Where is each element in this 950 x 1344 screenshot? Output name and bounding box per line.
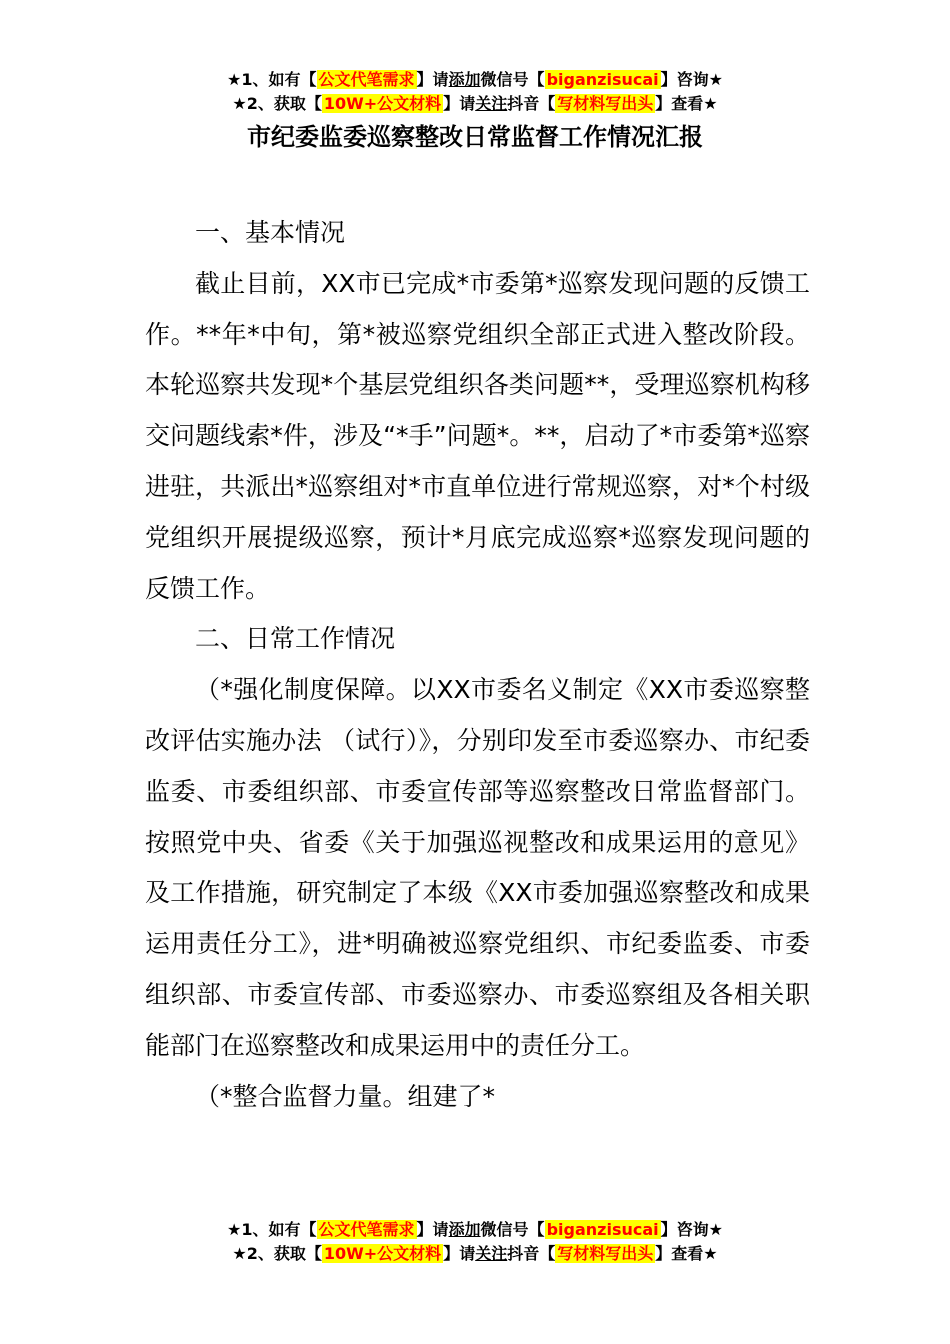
banner-highlight: biganzisucai (546, 70, 659, 89)
banner-highlight: 公文代笔需求 (318, 1220, 415, 1239)
banner-text: ★1、如有【 (227, 1220, 317, 1239)
banner-text: 】查看★ (655, 1244, 718, 1263)
banner-highlight: 公文代笔需求 (318, 70, 415, 89)
banner-text: 】请 (443, 1244, 476, 1263)
banner-text: 】咨询★ (660, 70, 723, 89)
banner-underlined-text: 添加 (448, 1220, 481, 1239)
banner-underlined-text: 添加 (448, 70, 481, 89)
banner-highlight: 写材料写出头 (557, 94, 654, 113)
banner-text: 】请 (416, 70, 449, 89)
banner-highlight: 10W+公文材料 (323, 94, 442, 113)
body-paragraph: （*强化制度保障。以XX市委名义制定《XX市委巡察整改评估实施办法 （试行）》，分别印发至市委巡察办、市纪委监委、市委组织部、市委宣传部等巡察整改日常监督部门。按照党中央、省委《关于加强巡视整改和成果运用的意见》及工作措施，研究制定了本级《XX市委加强巡察整改和成果运用责任分工》，进*明确被巡察党组织、市纪委监委、市委组织部、市委宣传部、市委巡察办、市委巡察组及各相关职能部门在巡察整改和成果运用中的责任分工。 (145, 675, 810, 1060)
banner-line-2 (0, 92, 950, 116)
banner-text: 微信号【 (480, 1220, 545, 1239)
banner-line-1 (0, 68, 950, 92)
banner-line-2 (0, 1242, 950, 1266)
banner-highlight: biganzisucai (546, 1220, 659, 1239)
banner-text: 抖音【 (507, 94, 556, 113)
banner-highlight: 10W+公文材料 (323, 1244, 442, 1263)
banner-text: 】查看★ (655, 94, 718, 113)
banner-text: 】咨询★ (660, 1220, 723, 1239)
body-paragraph: （*整合监督力量。组建了* (195, 1081, 496, 1111)
banner-text: 抖音【 (507, 1244, 556, 1263)
banner-text: 】请 (443, 94, 476, 113)
banner-underlined-text: 关注 (475, 1244, 508, 1263)
document-title: 市纪委监委巡察整改日常监督工作情况汇报 (247, 123, 703, 151)
banner-text: ★2、获取【 (232, 94, 322, 113)
banner-underlined-text: 关注 (475, 94, 508, 113)
document-body (145, 208, 810, 1122)
footer-banner (0, 1218, 950, 1266)
banner-text: ★1、如有【 (227, 70, 317, 89)
body-paragraph: 截止目前，XX市已完成*市委第*巡察发现问题的反馈工作。**年*中旬，第*被巡察党组织全部正式进入整改阶段。本轮巡察共发现*个基层党组织各类问题**，受理巡察机构移交问题线索*件，涉及“*手”问题*。**，启动了*市委第*巡察进驻，共派出*巡察组对*市直单位进行常规巡察，对*个村级党组织开展提级巡察，预计*月底完成巡察*巡察发现问题的反馈工作。 (145, 268, 810, 603)
section-heading: 二、日常工作情况 (195, 624, 396, 654)
header-banner (0, 68, 950, 116)
banner-highlight: 写材料写出头 (557, 1244, 654, 1263)
banner-text: 微信号【 (480, 70, 545, 89)
banner-line-1 (0, 1218, 950, 1242)
section-heading: 一、基本情况 (195, 218, 346, 247)
banner-text: ★2、获取【 (232, 1244, 322, 1263)
banner-text: 】请 (416, 1220, 449, 1239)
